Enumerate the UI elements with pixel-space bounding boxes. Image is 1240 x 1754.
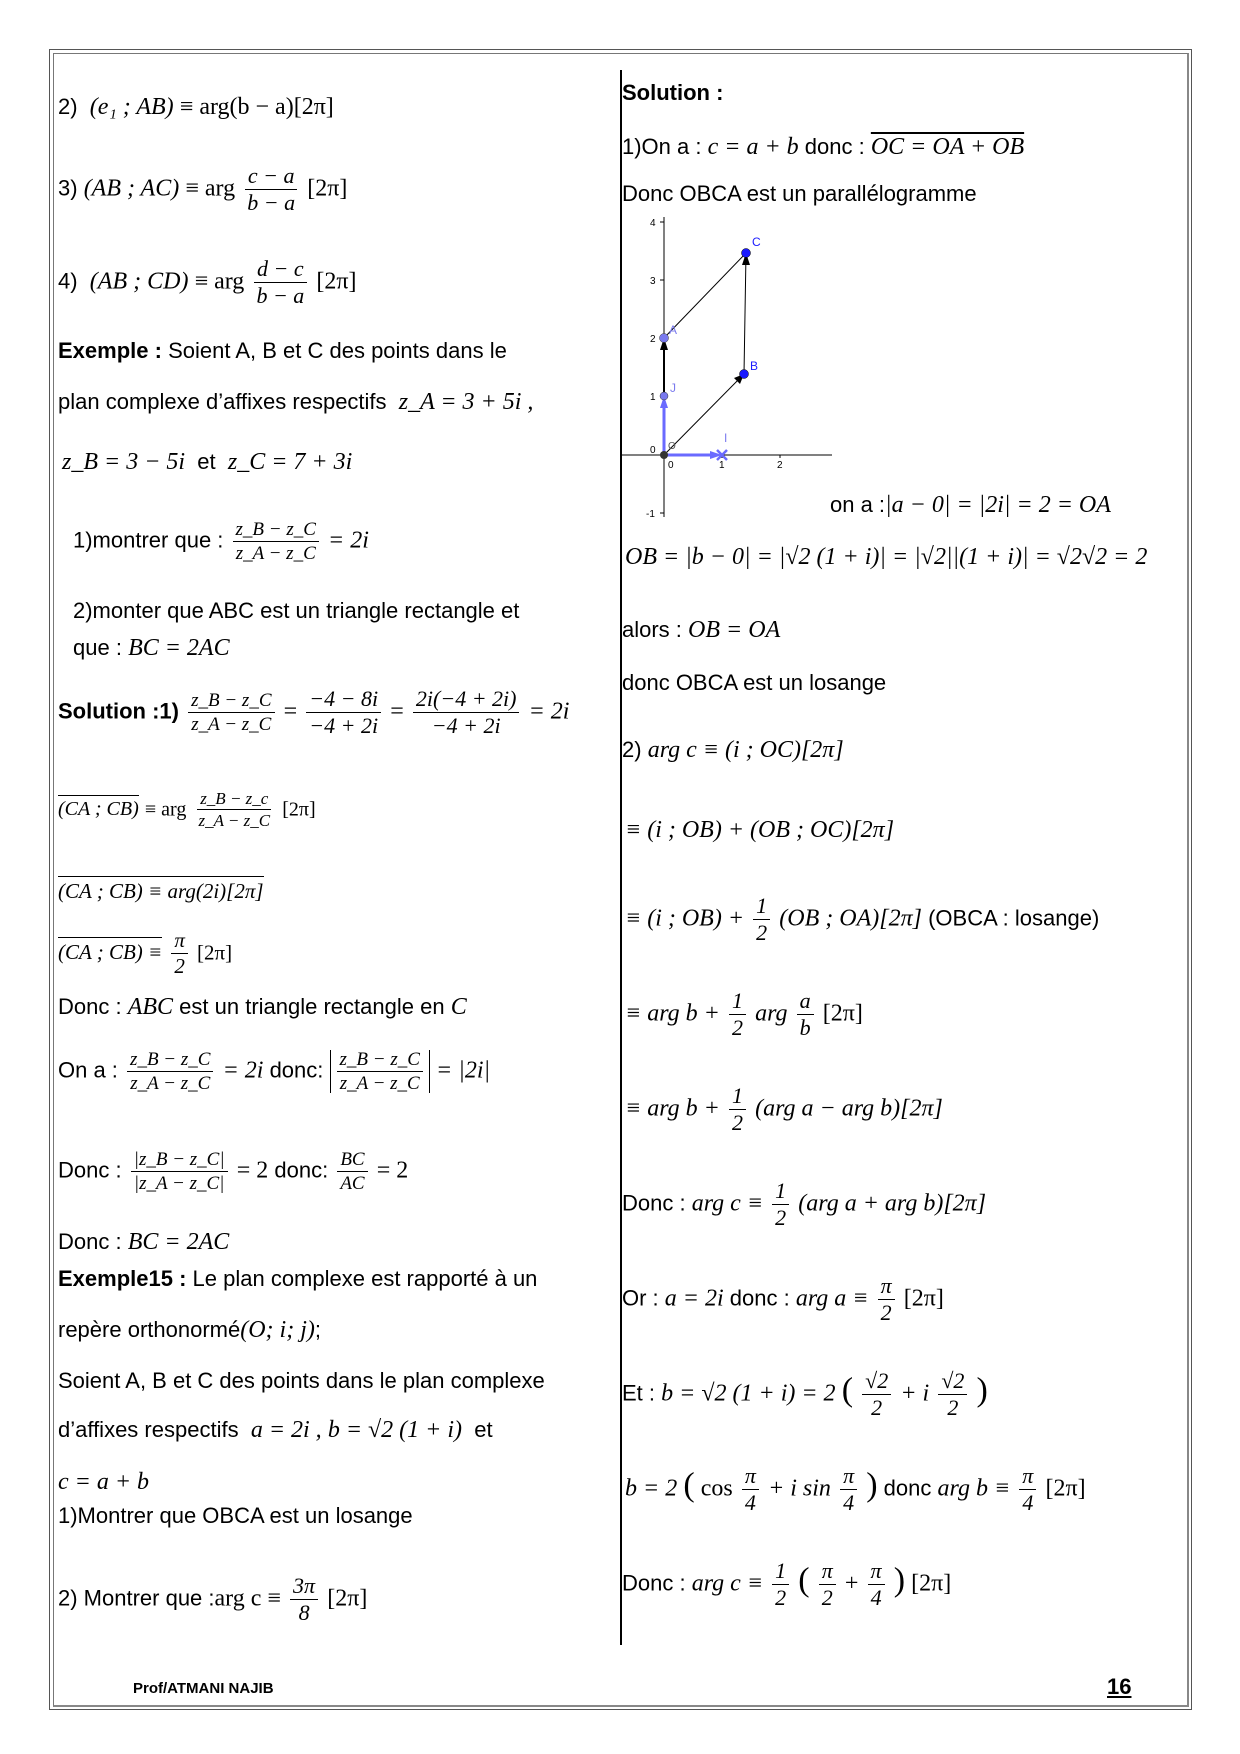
vector-angle: (e₁ ; AB) — [89, 94, 174, 120]
donc-bc-line: Donc : BC = 2AC — [58, 1229, 230, 1255]
svg-text:J: J — [670, 381, 676, 395]
svg-text:C: C — [752, 235, 761, 249]
arg-step-1: ≡ (i ; OB) + (OB ; OC)[2π] — [625, 817, 895, 843]
example15-question-2: 2) Montrer que :arg c ≡ $\frac{3\pi}{8}$ [2π] — [58, 1573, 368, 1625]
svg-text:0: 0 — [668, 460, 674, 471]
svg-text:I: I — [724, 431, 728, 445]
final-arg-c-line: Donc : arg c ≡ $\frac{1}{2}$ ( $\frac{\pi}{2}$ + $\frac{\pi}{4}$ ) [2π] — [622, 1558, 952, 1610]
formula-3: 3) (AB ; AC) ≡ arg $\frac{c - a}{b - a}$ [2π] — [58, 163, 348, 215]
svg-text:O: O — [668, 441, 676, 452]
example15-line-4: d’affixes respectifs a = 2i , b = √2 (1 + i) et — [58, 1417, 493, 1443]
donc-arg-c-line: Donc : arg c ≡ $\frac{1}{2}$ (arg a + arg b)[2π] — [622, 1178, 987, 1230]
arg-step-2: ≡ (i ; OB) + $\frac{1}{2}$ (OB ; OA)[2π] (OBCA : losange) — [625, 893, 1100, 945]
author-footer: Prof/ATMANI NAJIB — [133, 1680, 274, 1697]
svg-text:B: B — [750, 359, 759, 373]
oa-modulus-line: on a :|a − 0| = |2i| = 2 = OA — [830, 492, 1111, 518]
fraction: $\frac{d - c}{b - a}$ — [253, 258, 307, 307]
angle-line-1: (CA ; CB) ≡ arg $\frac{z\_B - z\_c}{z\_A - z\_C}$ [2π] — [58, 789, 316, 830]
fraction: $\frac{z\_B - z\_C}{z\_A - z\_C}$ — [233, 520, 319, 563]
conclusion-line: Donc : ABC est un triangle rectangle en C — [58, 994, 467, 1020]
svg-text:1: 1 — [719, 460, 725, 471]
example15-c-def: c = a + b — [58, 1469, 150, 1495]
donc-ratio-line: Donc : $\frac{|z\_B - z\_C|}{|z\_A - z\_C|}$ = 2 donc: $\frac{BC}{AC}$ = 2 — [58, 1149, 409, 1194]
et-b-line: Et : b = √2 (1 + i) = 2 ( $\frac{√2}{2}$ + i $\frac{√2}{2}$ ) — [622, 1368, 988, 1420]
svg-text:A: A — [669, 323, 678, 337]
example-line-3: z_B = 3 − 5i et z_C = 7 + 3i — [62, 449, 353, 475]
example-line-1: Exemple : Soient A, B et C des points dans le — [58, 338, 507, 363]
question-2-cont: que : BC = 2AC — [73, 635, 230, 661]
fraction: $\frac{c - a}{b - a}$ — [244, 165, 298, 214]
solution-step-1: 1)On a : c = a + b donc : OC = OA + OB — [622, 134, 1025, 160]
solution-heading: Solution : — [622, 80, 724, 105]
svg-text:4: 4 — [650, 218, 656, 229]
example15-heading: Exemple15 : — [58, 1266, 187, 1291]
svg-text:1: 1 — [650, 392, 656, 403]
example15-line-1: Exemple15 : Le plan complexe est rapporté à un — [58, 1266, 538, 1291]
example-line-2: plan complexe d’affixes respectifs z_A = 3 + 5i , — [58, 389, 534, 415]
example-heading: Exemple : — [58, 338, 162, 363]
example15-line-3: Soient A, B et C des points dans le plan complexe — [58, 1368, 545, 1393]
geometry-graph — [622, 212, 832, 522]
page-number: 16 — [1107, 1674, 1132, 1699]
question-2: 2)monter que ABC est un triangle rectangle et — [73, 598, 520, 623]
svg-text:0: 0 — [650, 445, 656, 456]
alors-line: alors : OB = OA — [622, 617, 781, 643]
ona-line: On a : $\frac{z\_B - z\_C}{z\_A - z\_C}$ = 2i donc: $\frac{z\_B - z\_C}{z\_A - z\_C}$ = |2i| — [58, 1049, 491, 1094]
example15-line-2: repère orthonormé(O; i; j); — [58, 1317, 321, 1343]
parallelogram-line: Donc OBCA est un parallélogramme — [622, 181, 977, 206]
svg-text:2: 2 — [777, 460, 783, 471]
or-arg-a-line: Or : a = 2i donc : arg a ≡ $\frac{\pi}{2}$ [2π] — [622, 1273, 944, 1325]
formula-4: 4) (AB ; CD) ≡ arg $\frac{d - c}{b - a}$ [2π] — [58, 256, 357, 308]
arg-step-4: ≡ arg b + $\frac{1}{2}$ (arg a − arg b)[2π] — [625, 1083, 943, 1135]
angle-line-2: (CA ; CB) ≡ arg(2i)[2π] — [58, 880, 264, 902]
svg-text:-1: -1 — [646, 509, 655, 520]
svg-text:2: 2 — [650, 334, 656, 345]
angle-line-3: (CA ; CB) ≡ $\frac{\pi}{2}$ [2π] — [58, 928, 233, 978]
ob-modulus-line: OB = |b − 0| = |√2 (1 + i)| = |√2||(1 + i)| = √2√2 = 2 — [625, 544, 1148, 570]
b-polar-line: b = 2 ( cos $\frac{\pi}{4}$ + i sin $\frac{\pi}{4}$ ) donc arg b ≡ $\frac{\pi}{4}$ [2π] — [625, 1463, 1086, 1515]
solution-heading: Solution :1) — [58, 698, 179, 724]
example15-question-1: 1)Montrer que OBCA est un losange — [58, 1503, 413, 1528]
svg-text:3: 3 — [650, 276, 656, 287]
losange-line: donc OBCA est un losange — [622, 670, 887, 695]
arg-c-line: 2) arg c ≡ (i ; OC)[2π] — [622, 737, 844, 763]
solution-1: Solution :1) $\frac{z\_B - z\_C}{z\_A - z\_C}$ = $\frac{-4 - 8i}{-4 + 2i}$ = $\frac{2i(-4 + 2i)}{-4 + 2i}$ = 2i — [58, 686, 570, 738]
question-1: 1)montrer que : $\frac{z\_B - z\_C}{z\_A - z\_C}$ = 2i — [73, 519, 369, 564]
formula-2: 2) (e₁ ; AB) ≡ arg(b − a)[2π] — [58, 94, 334, 120]
arg-step-3: ≡ arg b + $\frac{1}{2}$ arg $\frac{a}{b}$ [2π] — [625, 988, 863, 1040]
